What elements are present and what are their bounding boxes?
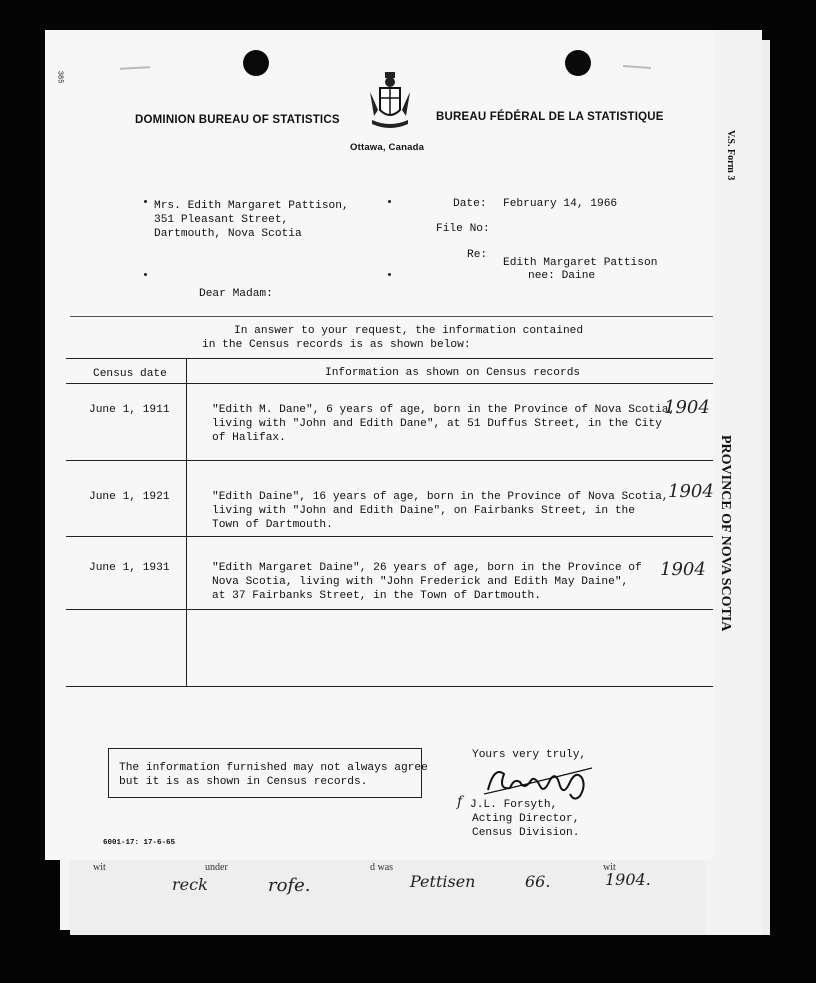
- scribble: 66.: [525, 872, 551, 891]
- file-number-label: File No:: [436, 223, 490, 235]
- table-bottom-rule: [66, 686, 713, 687]
- column-header-info: Information as shown on Census records: [325, 367, 581, 379]
- signature-mark: f: [457, 794, 463, 810]
- punch-hole: [243, 50, 269, 76]
- table-row-rule: [66, 609, 713, 610]
- bureau-title-en: DOMINION BUREAU OF STATISTICS: [135, 114, 340, 126]
- column-header-date: Census date: [93, 368, 167, 380]
- disclaimer-box: [108, 748, 428, 798]
- addressee-street: 351 Pleasant Street,: [154, 214, 289, 226]
- scribble: 1904.: [605, 870, 651, 889]
- table-row-rule: [66, 460, 713, 461]
- city-label: Ottawa, Canada: [350, 142, 425, 153]
- clip-mark: [120, 66, 150, 70]
- row-info-line: "Edith Daine", 16 years of age, born in the Province of Nova Scotia,: [212, 491, 669, 503]
- form-number-label: V.S. Form 3: [725, 130, 736, 181]
- handwritten-birth-year: 1904: [664, 397, 710, 418]
- disclaimer-line: The information furnished may not always agree: [119, 762, 428, 774]
- row-census-date: June 1, 1921: [89, 491, 170, 503]
- edge-mark: 385: [55, 70, 64, 84]
- signatory-title: Acting Director,: [472, 813, 580, 825]
- intro-line: In answer to your request, the information contained: [234, 325, 584, 337]
- re-name: Edith Margaret Pattison: [503, 257, 658, 269]
- date-value: February 14, 1966: [503, 198, 618, 210]
- window-mark: [388, 200, 391, 203]
- row-census-date: June 1, 1911: [89, 404, 170, 416]
- row-info-line: Nova Scotia, living with "John Frederick and Edith May Daine",: [212, 576, 629, 588]
- clip-mark: [623, 65, 651, 69]
- under-word: wit: [93, 862, 106, 873]
- row-info-line: living with "John and Edith Dane", at 51 Duffus Street, in the City: [212, 418, 662, 430]
- scribble: Pettisen: [410, 872, 476, 891]
- under-word: wit: [603, 862, 616, 873]
- under-word: under: [205, 862, 228, 873]
- province-label: PROVINCE OF NOVA SCOTIA: [718, 435, 733, 632]
- intro-line: in the Census records is as shown below:: [202, 339, 471, 351]
- scribble: rofe.: [268, 875, 311, 896]
- date-label: Date:: [453, 198, 487, 210]
- row-info-line: "Edith Margaret Daine", 26 years of age, born in the Province of: [212, 562, 642, 574]
- row-census-date: June 1, 1931: [89, 562, 170, 574]
- window-mark: [144, 200, 147, 203]
- re-maiden-name: nee: Daine: [528, 270, 596, 282]
- signatory-name: J.L. Forsyth,: [470, 799, 558, 811]
- table-column-divider: [186, 358, 187, 686]
- table-top-rule: [66, 358, 713, 359]
- table-row-rule: [66, 536, 713, 537]
- row-info-line: at 37 Fairbanks Street, in the Town of Dartmouth.: [212, 590, 541, 602]
- row-info-line: living with "John and Edith Daine", on Fairbanks Street, in the: [212, 505, 635, 517]
- addressee-city: Dartmouth, Nova Scotia: [154, 228, 302, 240]
- form-code: 6001-17: 17-6-65: [103, 839, 176, 847]
- handwritten-birth-year: 1904: [668, 481, 714, 502]
- window-mark: [144, 273, 147, 276]
- certificate-form: [45, 30, 713, 860]
- salutation: Dear Madam:: [199, 288, 273, 300]
- table-header-rule: [66, 383, 713, 384]
- row-info-line: of Halifax.: [212, 432, 286, 444]
- handwritten-birth-year: 1904: [660, 559, 706, 580]
- re-label: Re:: [467, 249, 488, 261]
- disclaimer-line: but it is as shown in Census records.: [119, 776, 368, 788]
- bureau-title-fr: BUREAU FÉDÉRAL DE LA STATISTIQUE: [436, 111, 664, 123]
- punch-hole: [565, 50, 591, 76]
- valediction: Yours very truly,: [472, 749, 587, 761]
- scribble: reck: [172, 875, 208, 894]
- addressee-name: Mrs. Edith Margaret Pattison,: [154, 200, 349, 212]
- row-info-line: Town of Dartmouth.: [212, 519, 333, 531]
- window-mark: [388, 273, 391, 276]
- under-word: d was: [370, 862, 394, 873]
- row-info-line: "Edith M. Dane", 6 years of age, born in the Province of Nova Scotia,: [212, 404, 676, 416]
- signatory-division: Census Division.: [472, 827, 580, 839]
- coat-of-arms-icon: [366, 70, 414, 134]
- fold-line: [70, 316, 713, 317]
